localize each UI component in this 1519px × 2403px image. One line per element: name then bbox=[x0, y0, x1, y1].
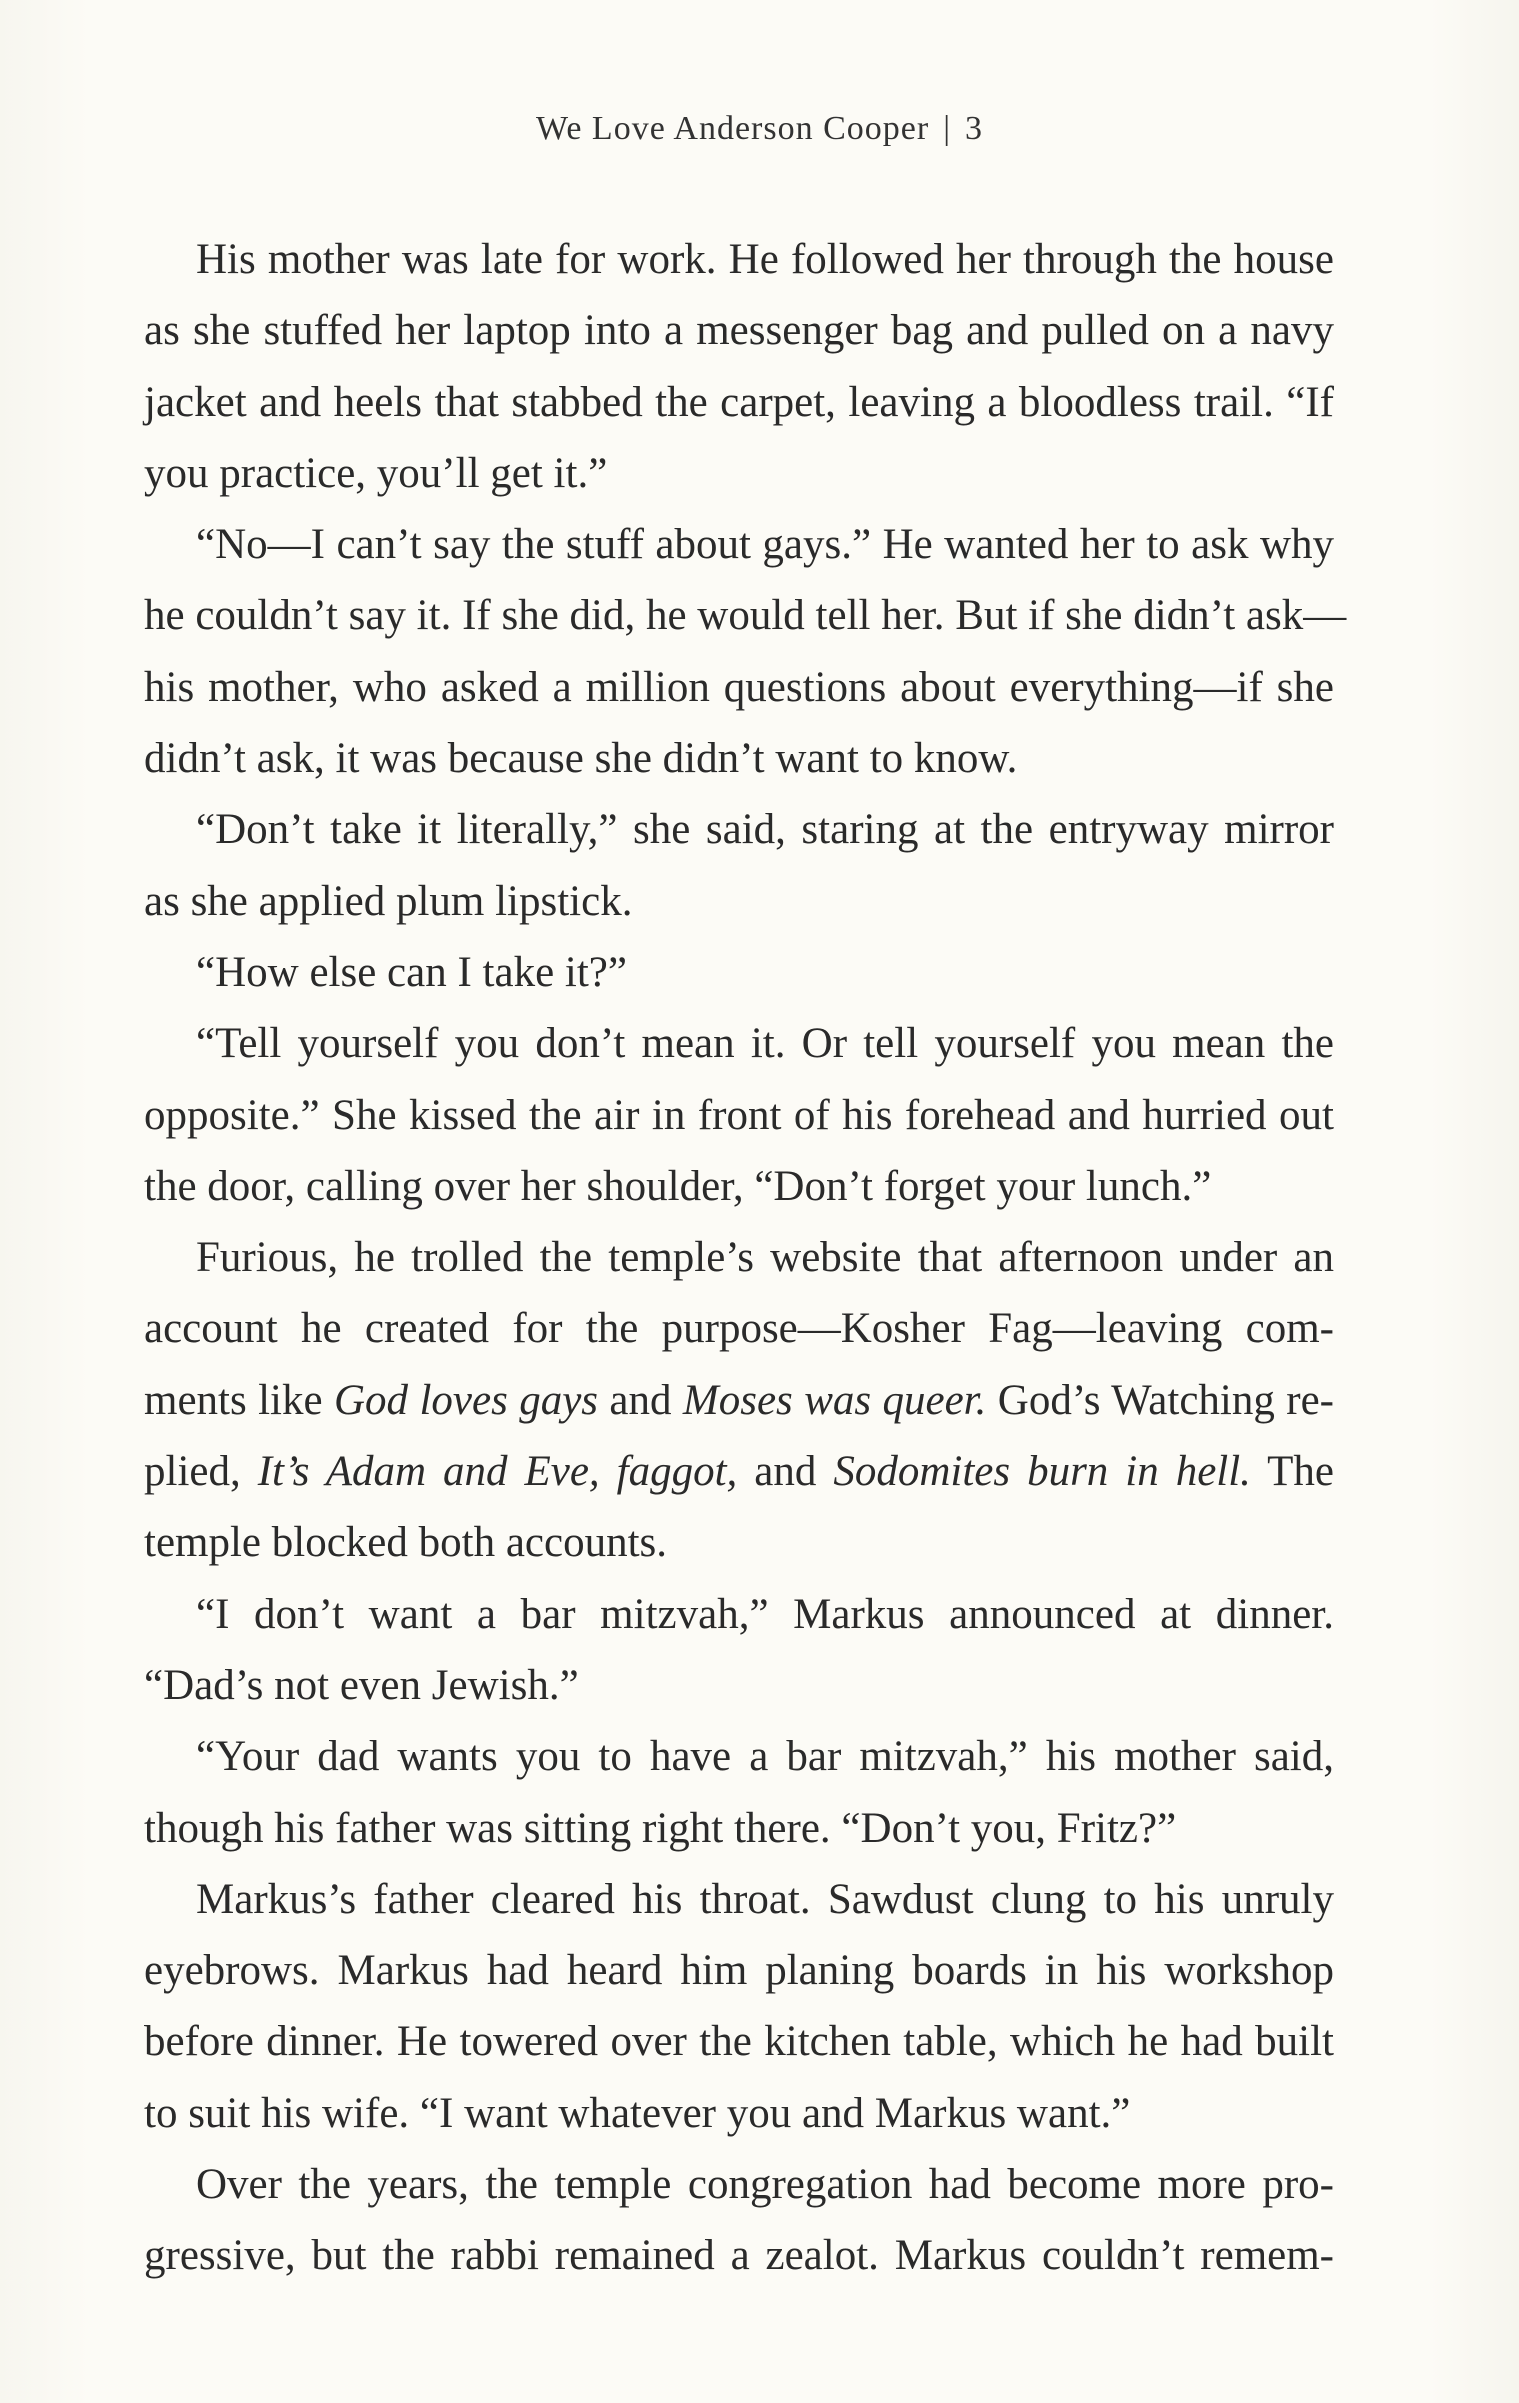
italic-text: Sodomites burn in hell. bbox=[833, 1448, 1251, 1496]
text-line bbox=[144, 1793, 1334, 1864]
text-run: ments like bbox=[144, 1376, 334, 1424]
italic-text: God loves gays bbox=[334, 1376, 599, 1424]
text-run: temple blocked both accounts. bbox=[144, 1519, 668, 1567]
page-number: 3 bbox=[965, 110, 984, 147]
text-run: “I don’t want a bar mitzvah,” Markus announced at dinner. bbox=[196, 1590, 1334, 1638]
text-run: Furious, he trolled the temple’s website that afternoon under an bbox=[196, 1234, 1334, 1282]
text-run: plied, bbox=[144, 1448, 258, 1496]
text-run: before dinner. He towered over the kitchen table, which he had built bbox=[144, 2018, 1334, 2066]
text-run: the door, calling over her shoulder, “Don’t forget your lunch.” bbox=[144, 1162, 1212, 1210]
paragraph-first-line bbox=[144, 509, 1334, 580]
text-run: as she applied plum lipstick. bbox=[144, 877, 633, 925]
text-run: and bbox=[598, 1376, 683, 1424]
paragraph-first-line bbox=[144, 1721, 1334, 1792]
text-run: His mother was late for work. He followed her through the house bbox=[196, 236, 1334, 283]
text-run: he couldn’t say it. If she did, he would tell her. But if she didn’t ask— bbox=[144, 592, 1347, 640]
text-run: his mother, who asked a million questions about everything—if she bbox=[144, 663, 1334, 711]
paragraph-first-line bbox=[144, 1579, 1334, 1650]
italic-text: Moses was queer. bbox=[682, 1376, 987, 1424]
text-line bbox=[144, 1507, 1334, 1578]
text-line bbox=[144, 1080, 1334, 1151]
text-line bbox=[144, 2078, 1334, 2149]
text-run: “How else can I take it?” bbox=[196, 948, 627, 996]
text-run: Over the years, the temple congregation had become more pro- bbox=[196, 2161, 1334, 2209]
text-run: as she stuffed her laptop into a messenger bag and pulled on a navy bbox=[144, 307, 1334, 355]
paragraph-first-line bbox=[144, 2149, 1334, 2220]
text-run: “No—I can’t say the stuff about gays.” He wanted her to ask why bbox=[196, 521, 1334, 569]
text-line bbox=[144, 580, 1347, 651]
text-line bbox=[144, 866, 1334, 937]
text-run: and bbox=[737, 1448, 834, 1496]
paragraph-first-line bbox=[144, 1222, 1334, 1293]
text-run: you practice, you’ll get it.” bbox=[144, 449, 608, 497]
text-run: “Don’t take it literally,” she said, staring at the entryway mirror bbox=[196, 806, 1334, 854]
paragraph-first-line bbox=[144, 1008, 1334, 1079]
paragraph-first-line bbox=[144, 794, 1334, 865]
italic-text: It’s Adam and Eve, faggot, bbox=[257, 1448, 738, 1496]
text-run: “Your dad wants you to have a bar mitzvah,” his mother said, bbox=[196, 1733, 1334, 1781]
text-line bbox=[144, 367, 1334, 438]
text-run: “Dad’s not even Jewish.” bbox=[144, 1661, 579, 1709]
running-head bbox=[0, 110, 1519, 148]
text-line bbox=[144, 1436, 1334, 1507]
paragraph-first-line bbox=[144, 937, 1334, 1008]
text-line bbox=[144, 1365, 1334, 1436]
text-line bbox=[144, 1650, 1334, 1721]
text-run: God’s Watching re- bbox=[986, 1376, 1334, 1424]
body-text bbox=[144, 224, 1347, 2292]
text-line bbox=[144, 1151, 1334, 1222]
running-head-title: We Love Anderson Cooper bbox=[535, 110, 930, 147]
text-line bbox=[144, 295, 1334, 366]
text-line bbox=[144, 2006, 1334, 2077]
text-run: Markus’s father cleared his throat. Sawdust clung to his unruly bbox=[196, 1875, 1334, 1923]
text-run: didn’t ask, it was because she didn’t want to know. bbox=[144, 735, 1018, 783]
text-run: eyebrows. Markus had heard him planing boards in his workshop bbox=[144, 1947, 1334, 1995]
paragraph-first-line bbox=[144, 1864, 1334, 1935]
running-head-separator: | bbox=[943, 110, 952, 147]
text-line bbox=[144, 1293, 1334, 1364]
text-run: gressive, but the rabbi remained a zealot. Markus couldn’t remem- bbox=[144, 2232, 1334, 2280]
text-run: account he created for the purpose—Kosher Fag—leaving com- bbox=[144, 1305, 1334, 1353]
text-run: The bbox=[1250, 1448, 1334, 1496]
text-line bbox=[144, 723, 1334, 794]
text-line bbox=[144, 652, 1334, 723]
text-run: jacket and heels that stabbed the carpet, leaving a bloodless trail. “If bbox=[144, 378, 1334, 426]
text-run: opposite.” She kissed the air in front of his forehead and hurried out bbox=[144, 1091, 1334, 1139]
text-run: though his father was sitting right there. “Don’t you, Fritz?” bbox=[144, 1804, 1177, 1852]
text-line bbox=[144, 2220, 1334, 2291]
text-run: to suit his wife. “I want whatever you and Markus want.” bbox=[144, 2089, 1131, 2137]
text-line bbox=[144, 438, 1334, 509]
text-run: “Tell yourself you don’t mean it. Or tell yourself you mean the bbox=[196, 1020, 1334, 1068]
paragraph-first-line bbox=[144, 224, 1334, 295]
text-line bbox=[144, 1935, 1334, 2006]
